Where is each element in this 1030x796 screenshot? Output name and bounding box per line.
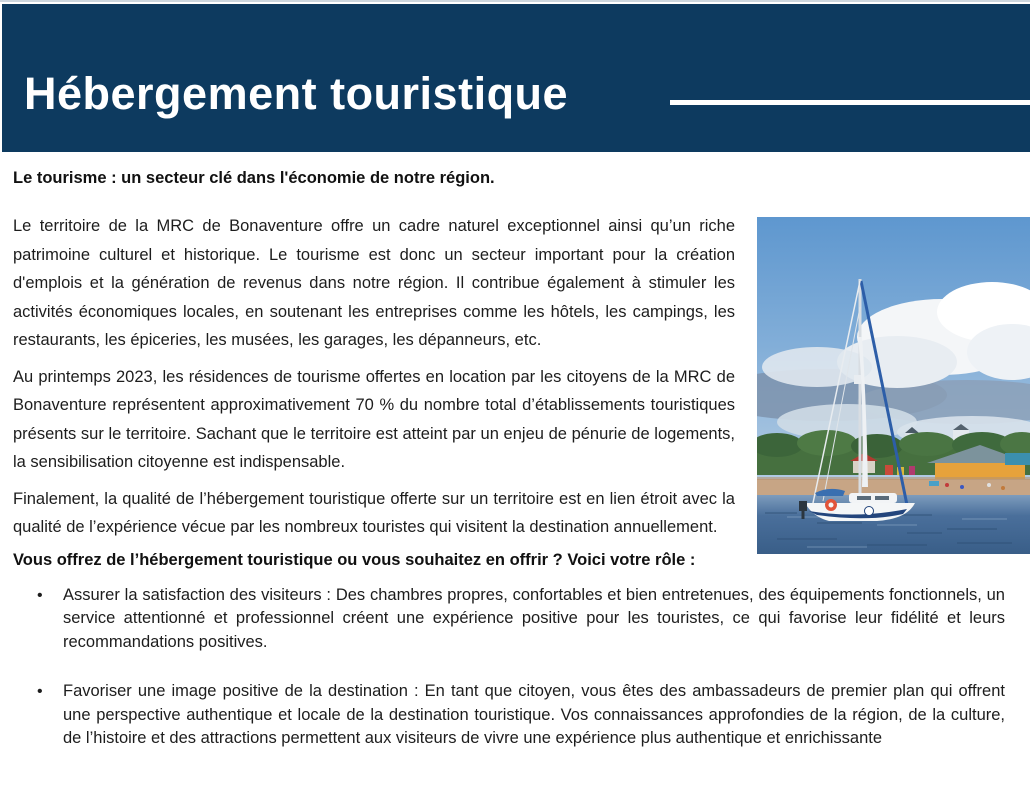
role-bullet-2: Favoriser une image positive de la destination : En tant que citoyen, vous êtes des ambassadeurs de premier plan qui offrent une perspective authentique et locale de la destination touristique. Vos connaissances approfondies de la région, de la culture, de l’histoire et des attractions permettent aux visiteurs de vivre une expérience plus authentique et enrichissante <box>63 682 1005 747</box>
intro-paragraph-3: Finalement, la qualité de l’hébergement touristique offerte sur un territoire est en lien étroit avec la qualité de l’expérience vécue par les nombreux touristes qui visitent la destination annuellement. <box>13 489 735 536</box>
header-divider-line <box>670 100 1030 105</box>
intro-paragraph-2: Au printemps 2023, les résidences de tourisme offertes en location par les citoyens de la MRC de Bonaventure représentent approximativement 70 % du nombre total d’établissements touristiques présents sur le territoire. Sachant que le territoire est atteint par un enjeu de pénurie de logements, la sensibilisation citoyenne est indispensable. <box>13 367 735 471</box>
bullet-icon: • <box>37 586 43 604</box>
list-item <box>13 584 1005 655</box>
page-title: Hébergement touristique <box>24 68 569 119</box>
document-body <box>13 168 1017 751</box>
role-section <box>13 550 1017 751</box>
header-banner <box>2 4 1030 152</box>
list-item <box>13 680 1005 751</box>
role-heading: Vous offrez de l’hébergement touristique ou vous souhaitez en offrir ? Voici votre rôle : <box>13 550 696 569</box>
intro-paragraph-1: Le territoire de la MRC de Bonaventure offre un cadre naturel exceptionnel ainsi qu’un riche patrimoine culturel et historique. Le tourisme est donc un secteur important pour la création d'emplois et la génération de revenus dans notre région. Il contribue également à stimuler les activités économiques locales, en soutenant les entreprises comme les hôtels, les campings, les restaurants, les épiceries, les musées, les garages, les dépanneurs, etc. <box>13 217 735 349</box>
intro-heading: Le tourisme : un secteur clé dans l'économie de notre région. <box>13 169 495 187</box>
page-top-edge <box>0 0 1030 2</box>
bullet-icon: • <box>37 683 43 700</box>
role-bullet-list <box>13 584 1005 751</box>
role-bullet-1: Assurer la satisfaction des visiteurs : Des chambres propres, confortables et bien entretenues, des équipements fonctionnels, un service attentionné et professionnel créent une expérience positive pour les touristes, ce qui favorise leur fidélité et leurs recommandations positives. <box>63 585 1005 651</box>
intro-section <box>13 168 1017 542</box>
